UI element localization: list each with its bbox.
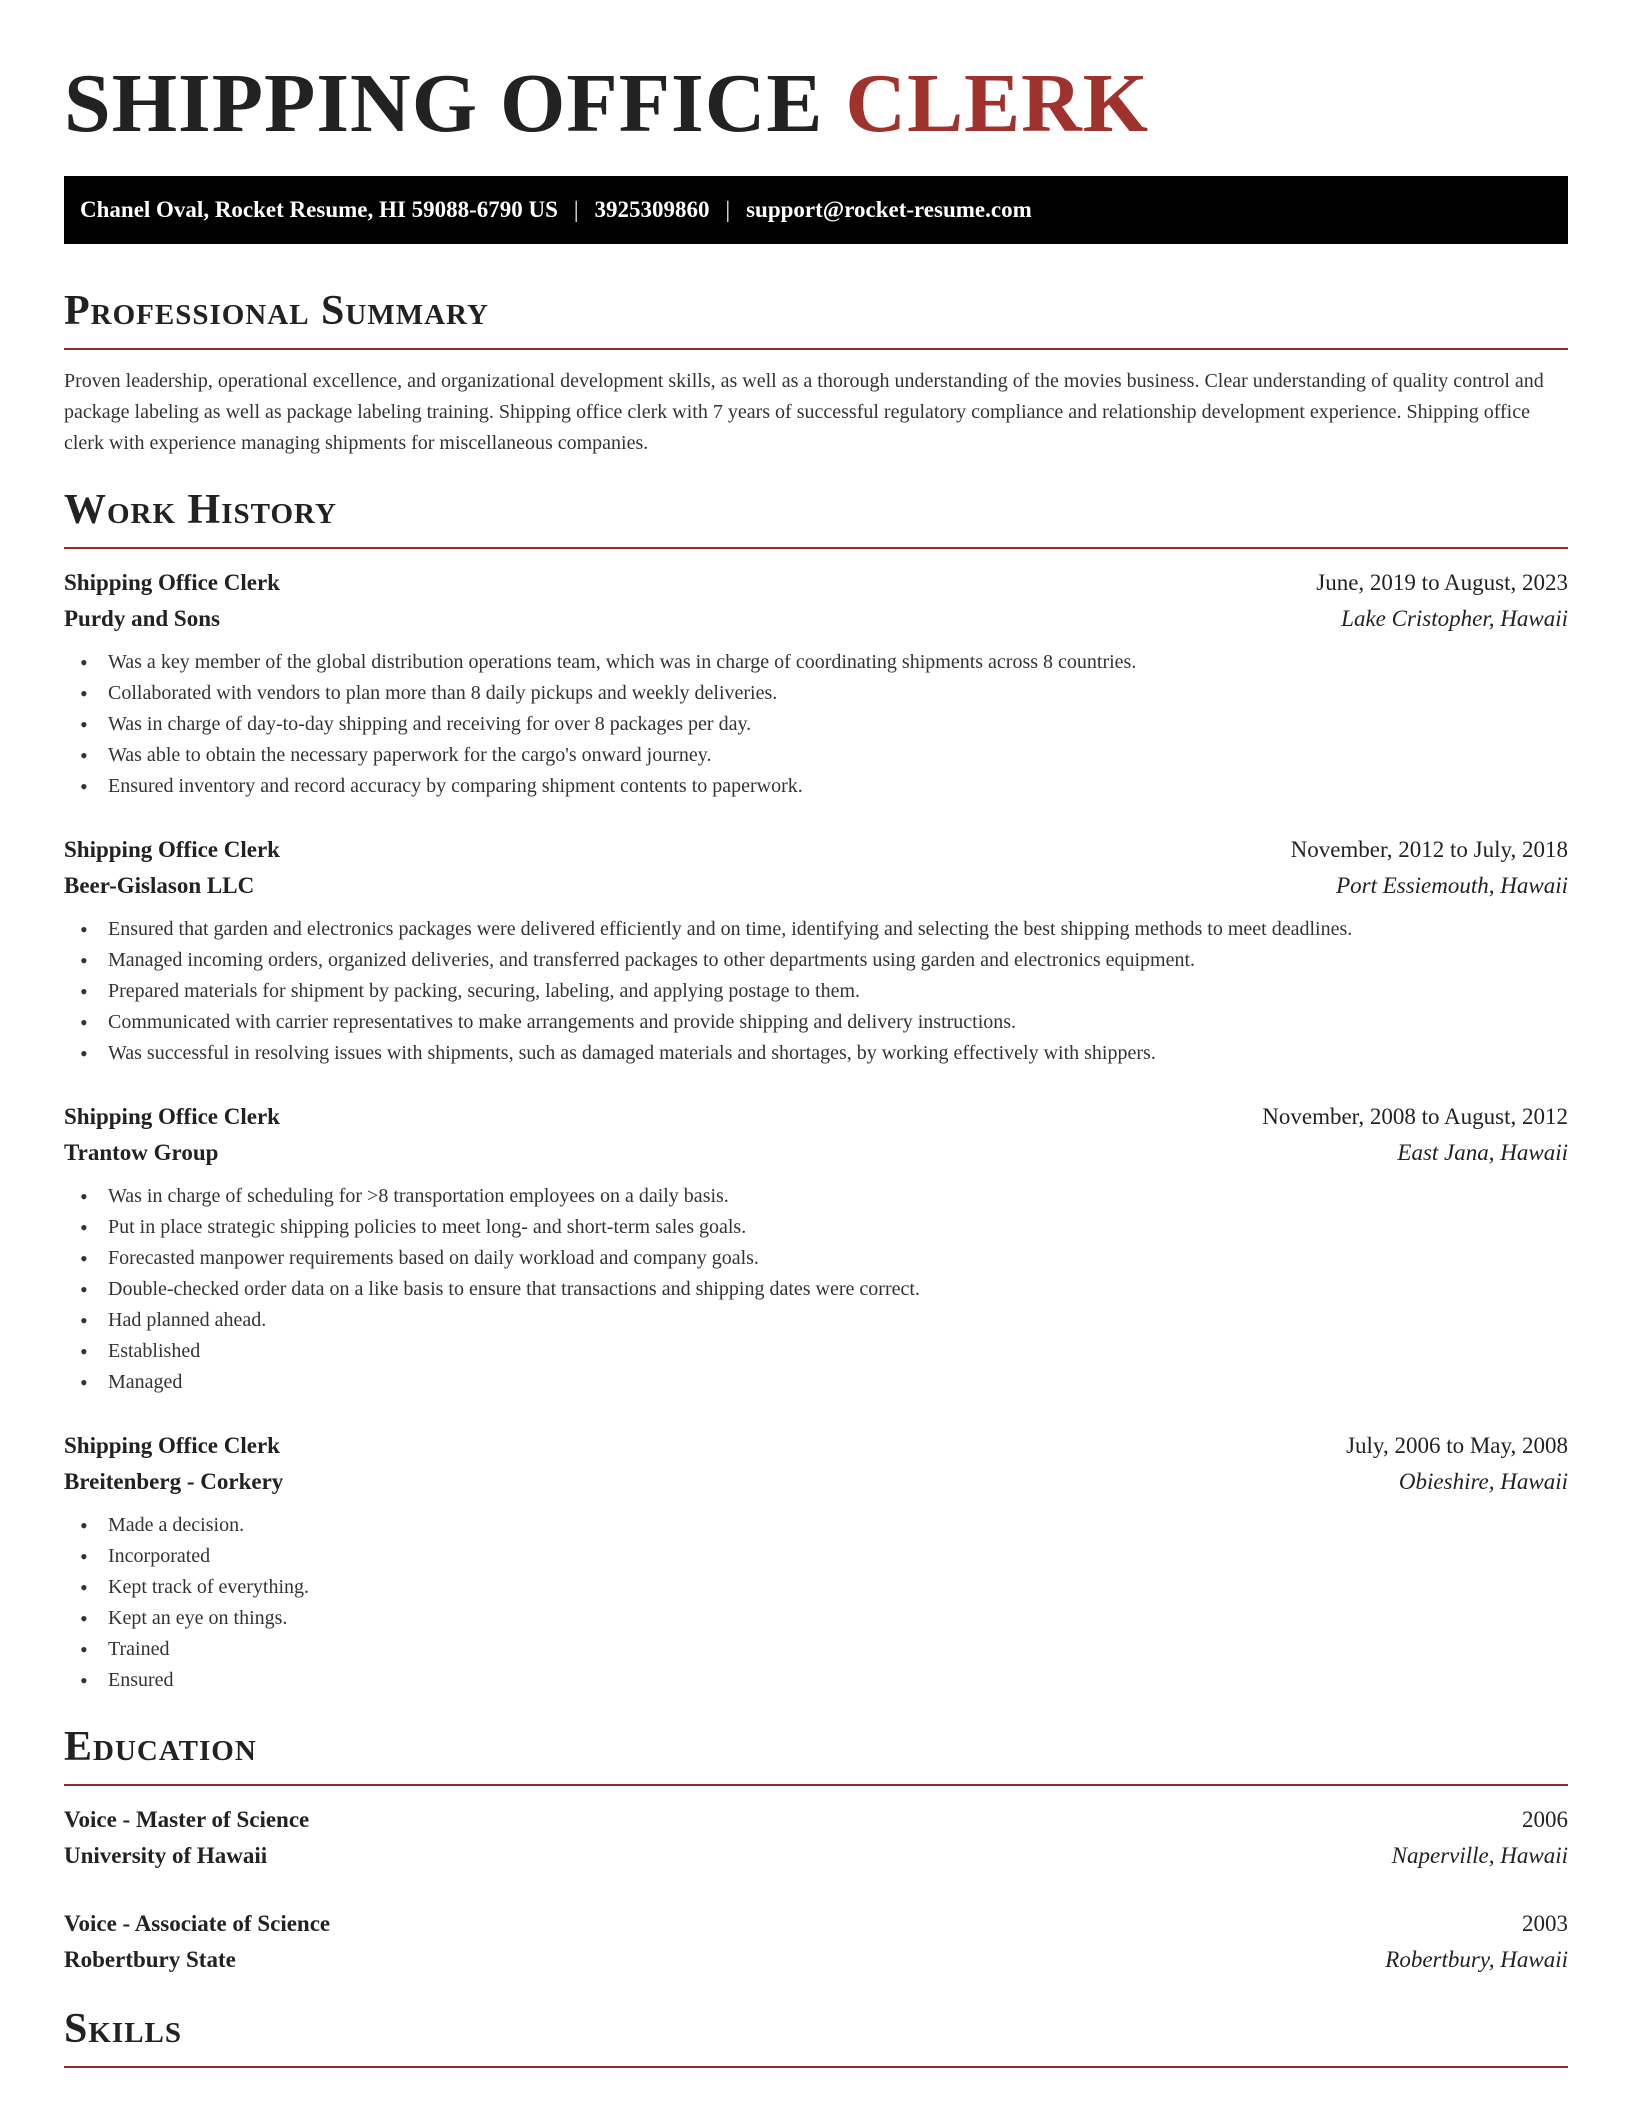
job-company-row bbox=[64, 1464, 1568, 1500]
job-location: Port Essiemouth, Hawaii bbox=[1336, 873, 1568, 898]
job-bullet: • Was successful in resolving issues with shipments, such as damaged materials and shortages, by working effectively with shippers. bbox=[64, 1038, 1568, 1069]
contact-email: support@rocket-resume.com bbox=[746, 197, 1032, 222]
job-header-row bbox=[64, 1099, 1568, 1135]
job-location: East Jana, Hawaii bbox=[1397, 1140, 1568, 1165]
job-bullet: • Put in place strategic shipping policies to meet long- and short-term sales goals. bbox=[64, 1212, 1568, 1243]
work-history-heading: Work History bbox=[64, 487, 337, 533]
work-history-section bbox=[64, 485, 1568, 1696]
contact-separator: | bbox=[573, 197, 579, 222]
job-entry bbox=[64, 1099, 1568, 1398]
section-divider bbox=[64, 2066, 1568, 2068]
job-bullet: • Managed incoming orders, organized deliveries, and transferred packages to other departments using garden and electronics equipment. bbox=[64, 945, 1568, 976]
education-heading: Education bbox=[64, 1724, 257, 1770]
job-header-row bbox=[64, 1428, 1568, 1464]
job-dates: November, 2008 to August, 2012 bbox=[1262, 1104, 1568, 1129]
job-bullet: • Made a decision. bbox=[64, 1510, 1568, 1541]
job-bullet: • Was in charge of scheduling for >8 transportation employees on a daily basis. bbox=[64, 1181, 1568, 1212]
title-accent: CLERK bbox=[845, 57, 1150, 150]
job-dates: July, 2006 to May, 2008 bbox=[1346, 1433, 1568, 1458]
education-school-row bbox=[64, 1838, 1568, 1874]
job-bullet: • Was a key member of the global distribution operations team, which was in charge of coordinating shipments across 8 countries. bbox=[64, 647, 1568, 678]
job-bullet: • Prepared materials for shipment by packing, securing, labeling, and applying postage to them. bbox=[64, 976, 1568, 1007]
job-company-row bbox=[64, 1135, 1568, 1171]
job-bullets bbox=[64, 1510, 1568, 1696]
skills-heading: Skills bbox=[64, 2006, 183, 2052]
resume-title bbox=[64, 56, 1568, 152]
job-location: Obieshire, Hawaii bbox=[1398, 1469, 1568, 1494]
education-location: Naperville, Hawaii bbox=[1391, 1843, 1568, 1868]
job-title: Shipping Office Clerk bbox=[64, 1104, 280, 1129]
job-header-row bbox=[64, 565, 1568, 601]
education-degree: Voice - Master of Science bbox=[64, 1807, 310, 1832]
section-divider bbox=[64, 348, 1568, 350]
section-divider bbox=[64, 1784, 1568, 1786]
job-dates: November, 2012 to July, 2018 bbox=[1290, 837, 1568, 862]
section-divider bbox=[64, 547, 1568, 549]
job-entry bbox=[64, 1428, 1568, 1696]
summary-heading: Professional Summary bbox=[64, 288, 489, 334]
contact-address: Chanel Oval, Rocket Resume, HI 59088-6790 US bbox=[80, 197, 558, 222]
education-entry bbox=[64, 1802, 1568, 1874]
job-bullet: • Communicated with carrier representatives to make arrangements and provide shipping and delivery instructions. bbox=[64, 1007, 1568, 1038]
title-main: SHIPPING OFFICE bbox=[64, 57, 824, 150]
summary-text: Proven leadership, operational excellence, and organizational development skills, as well as a thorough understanding of the movies business. Clear understanding of quality control and package labeling as well as package labeling training. Shipping office clerk with 7 years of successful regulatory compliance and relationship development experience. Shipping office clerk with experience managing shipments for miscellaneous companies. bbox=[64, 370, 1544, 454]
job-company: Breitenberg - Corkery bbox=[64, 1469, 284, 1494]
job-bullets bbox=[64, 1181, 1568, 1398]
job-entry bbox=[64, 832, 1568, 1069]
job-bullet: • Kept an eye on things. bbox=[64, 1603, 1568, 1634]
job-bullets bbox=[64, 914, 1568, 1069]
education-degree: Voice - Associate of Science bbox=[64, 1911, 331, 1936]
education-school: Robertbury State bbox=[64, 1947, 236, 1972]
job-bullet: • Had planned ahead. bbox=[64, 1305, 1568, 1336]
contact-phone: 3925309860 bbox=[594, 197, 710, 222]
job-company: Beer-Gislason LLC bbox=[64, 873, 255, 898]
job-company: Trantow Group bbox=[64, 1140, 219, 1165]
job-bullet: • Was able to obtain the necessary paperwork for the cargo's onward journey. bbox=[64, 740, 1568, 771]
job-bullet: • Ensured inventory and record accuracy by comparing shipment contents to paperwork. bbox=[64, 771, 1568, 802]
education-section bbox=[64, 1722, 1568, 1978]
job-title: Shipping Office Clerk bbox=[64, 570, 280, 595]
skills-section bbox=[64, 2004, 1568, 2068]
job-bullet: • Incorporated bbox=[64, 1541, 1568, 1572]
job-bullet: • Trained bbox=[64, 1634, 1568, 1665]
job-bullet: • Was in charge of day-to-day shipping and receiving for over 8 packages per day. bbox=[64, 709, 1568, 740]
education-entry bbox=[64, 1906, 1568, 1978]
job-bullet: • Managed bbox=[64, 1367, 1568, 1398]
contact-bar bbox=[64, 176, 1568, 244]
education-school-row bbox=[64, 1942, 1568, 1978]
education-year: 2006 bbox=[1522, 1807, 1568, 1832]
job-bullets bbox=[64, 647, 1568, 802]
job-bullet: • Kept track of everything. bbox=[64, 1572, 1568, 1603]
job-title: Shipping Office Clerk bbox=[64, 837, 280, 862]
job-location: Lake Cristopher, Hawaii bbox=[1341, 606, 1568, 631]
job-bullet: • Ensured that garden and electronics packages were delivered efficiently and on time, identifying and selecting the best shipping methods to meet deadlines. bbox=[64, 914, 1568, 945]
job-entry bbox=[64, 565, 1568, 802]
job-company-row bbox=[64, 868, 1568, 904]
contact-separator: | bbox=[725, 197, 731, 222]
education-school: University of Hawaii bbox=[64, 1843, 268, 1868]
job-title: Shipping Office Clerk bbox=[64, 1433, 280, 1458]
summary-section bbox=[64, 286, 1568, 459]
job-bullet: • Collaborated with vendors to plan more than 8 daily pickups and weekly deliveries. bbox=[64, 678, 1568, 709]
education-location: Robertbury, Hawaii bbox=[1385, 1947, 1568, 1972]
education-header-row bbox=[64, 1802, 1568, 1838]
job-header-row bbox=[64, 832, 1568, 868]
job-dates: June, 2019 to August, 2023 bbox=[1316, 570, 1568, 595]
job-bullet: • Ensured bbox=[64, 1665, 1568, 1696]
job-bullet: • Forecasted manpower requirements based on daily workload and company goals. bbox=[64, 1243, 1568, 1274]
job-bullet: • Established bbox=[64, 1336, 1568, 1367]
job-bullet: • Double-checked order data on a like basis to ensure that transactions and shipping dates were correct. bbox=[64, 1274, 1568, 1305]
job-company: Purdy and Sons bbox=[64, 606, 220, 631]
job-company-row bbox=[64, 601, 1568, 637]
education-header-row bbox=[64, 1906, 1568, 1942]
education-year: 2003 bbox=[1522, 1911, 1568, 1936]
